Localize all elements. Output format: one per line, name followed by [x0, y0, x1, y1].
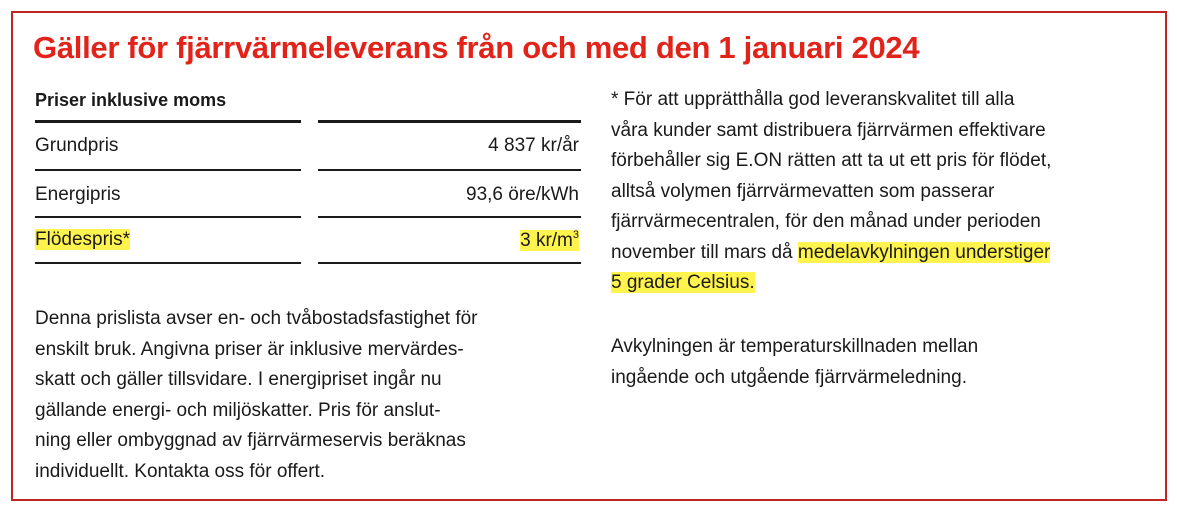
cubic-superscript: 3 — [572, 229, 579, 241]
paragraph-line — [611, 268, 1051, 299]
left-paragraph — [35, 304, 478, 487]
highlighted-text: 5 grader Celsius. — [611, 272, 755, 293]
table-rule — [318, 169, 581, 171]
table-rule — [35, 262, 301, 264]
page-title: Gäller för fjärrvärmeleverans från och med den 1 januari 2024 — [33, 30, 920, 65]
paragraph-line: ning eller ombyggnad av fjärrvärmeservis beräknas — [35, 430, 466, 451]
highlighted-label: Flödespris* — [35, 229, 131, 250]
paragraph-line: Denna prislista avser en- och tvåbostadsfastighet för — [35, 308, 478, 329]
paragraph-line: Avkylningen är temperaturskillnaden mellan — [611, 336, 979, 357]
definition-paragraph — [611, 332, 978, 393]
table-rule-heading-left — [35, 120, 301, 123]
paragraph-line: våra kunder samt distribuera fjärrvärmen effektivare — [611, 119, 1046, 141]
paragraph-line: ingående och utgående fjärrvärmeledning. — [611, 366, 967, 388]
highlighted-text: medelavkylningen understiger — [797, 241, 1051, 263]
flow-price-value: 3 kr/m — [520, 230, 573, 251]
paragraph-line: gällande energi- och miljöskatter. Pris för anslut- — [35, 399, 441, 421]
highlighted-value — [520, 230, 579, 251]
paragraph-text: november till mars då — [611, 241, 798, 263]
paragraph-line: skatt och gäller tillsvidare. I energipriset ingår nu — [35, 369, 442, 390]
table-rule — [35, 216, 301, 218]
table-rule-heading-right — [318, 120, 581, 123]
paragraph-line: förbehåller sig E.ON rätten att ta ut ett pris för flödet, — [611, 150, 1052, 171]
table-heading: Priser inklusive moms — [35, 90, 227, 110]
table-row-value — [520, 229, 579, 252]
table-row-value: 4 837 kr/år — [488, 135, 579, 156]
paragraph-line: alltså volymen fjärrvärmevatten som passerar — [611, 180, 995, 202]
paragraph-line: enskilt bruk. Angivna priser är inklusive mervärdes- — [35, 338, 464, 360]
table-rule — [35, 169, 301, 171]
table-rule — [318, 216, 581, 218]
table-row-label — [35, 229, 130, 251]
table-row-label: Grundpris — [35, 135, 119, 156]
paragraph-line: fjärrvärmecentralen, för den månad under perioden — [611, 211, 1041, 232]
table-row-value: 93,6 öre/kWh — [466, 184, 579, 205]
table-rule — [318, 262, 581, 264]
paragraph-line: individuellt. Kontakta oss för offert. — [35, 460, 326, 482]
paragraph-line: * För att upprätthålla god leveranskvalitet till alla — [611, 89, 1015, 110]
table-row-label: Energipris — [35, 184, 121, 205]
paragraph-line — [611, 238, 1051, 269]
footnote-paragraph — [611, 85, 1051, 299]
